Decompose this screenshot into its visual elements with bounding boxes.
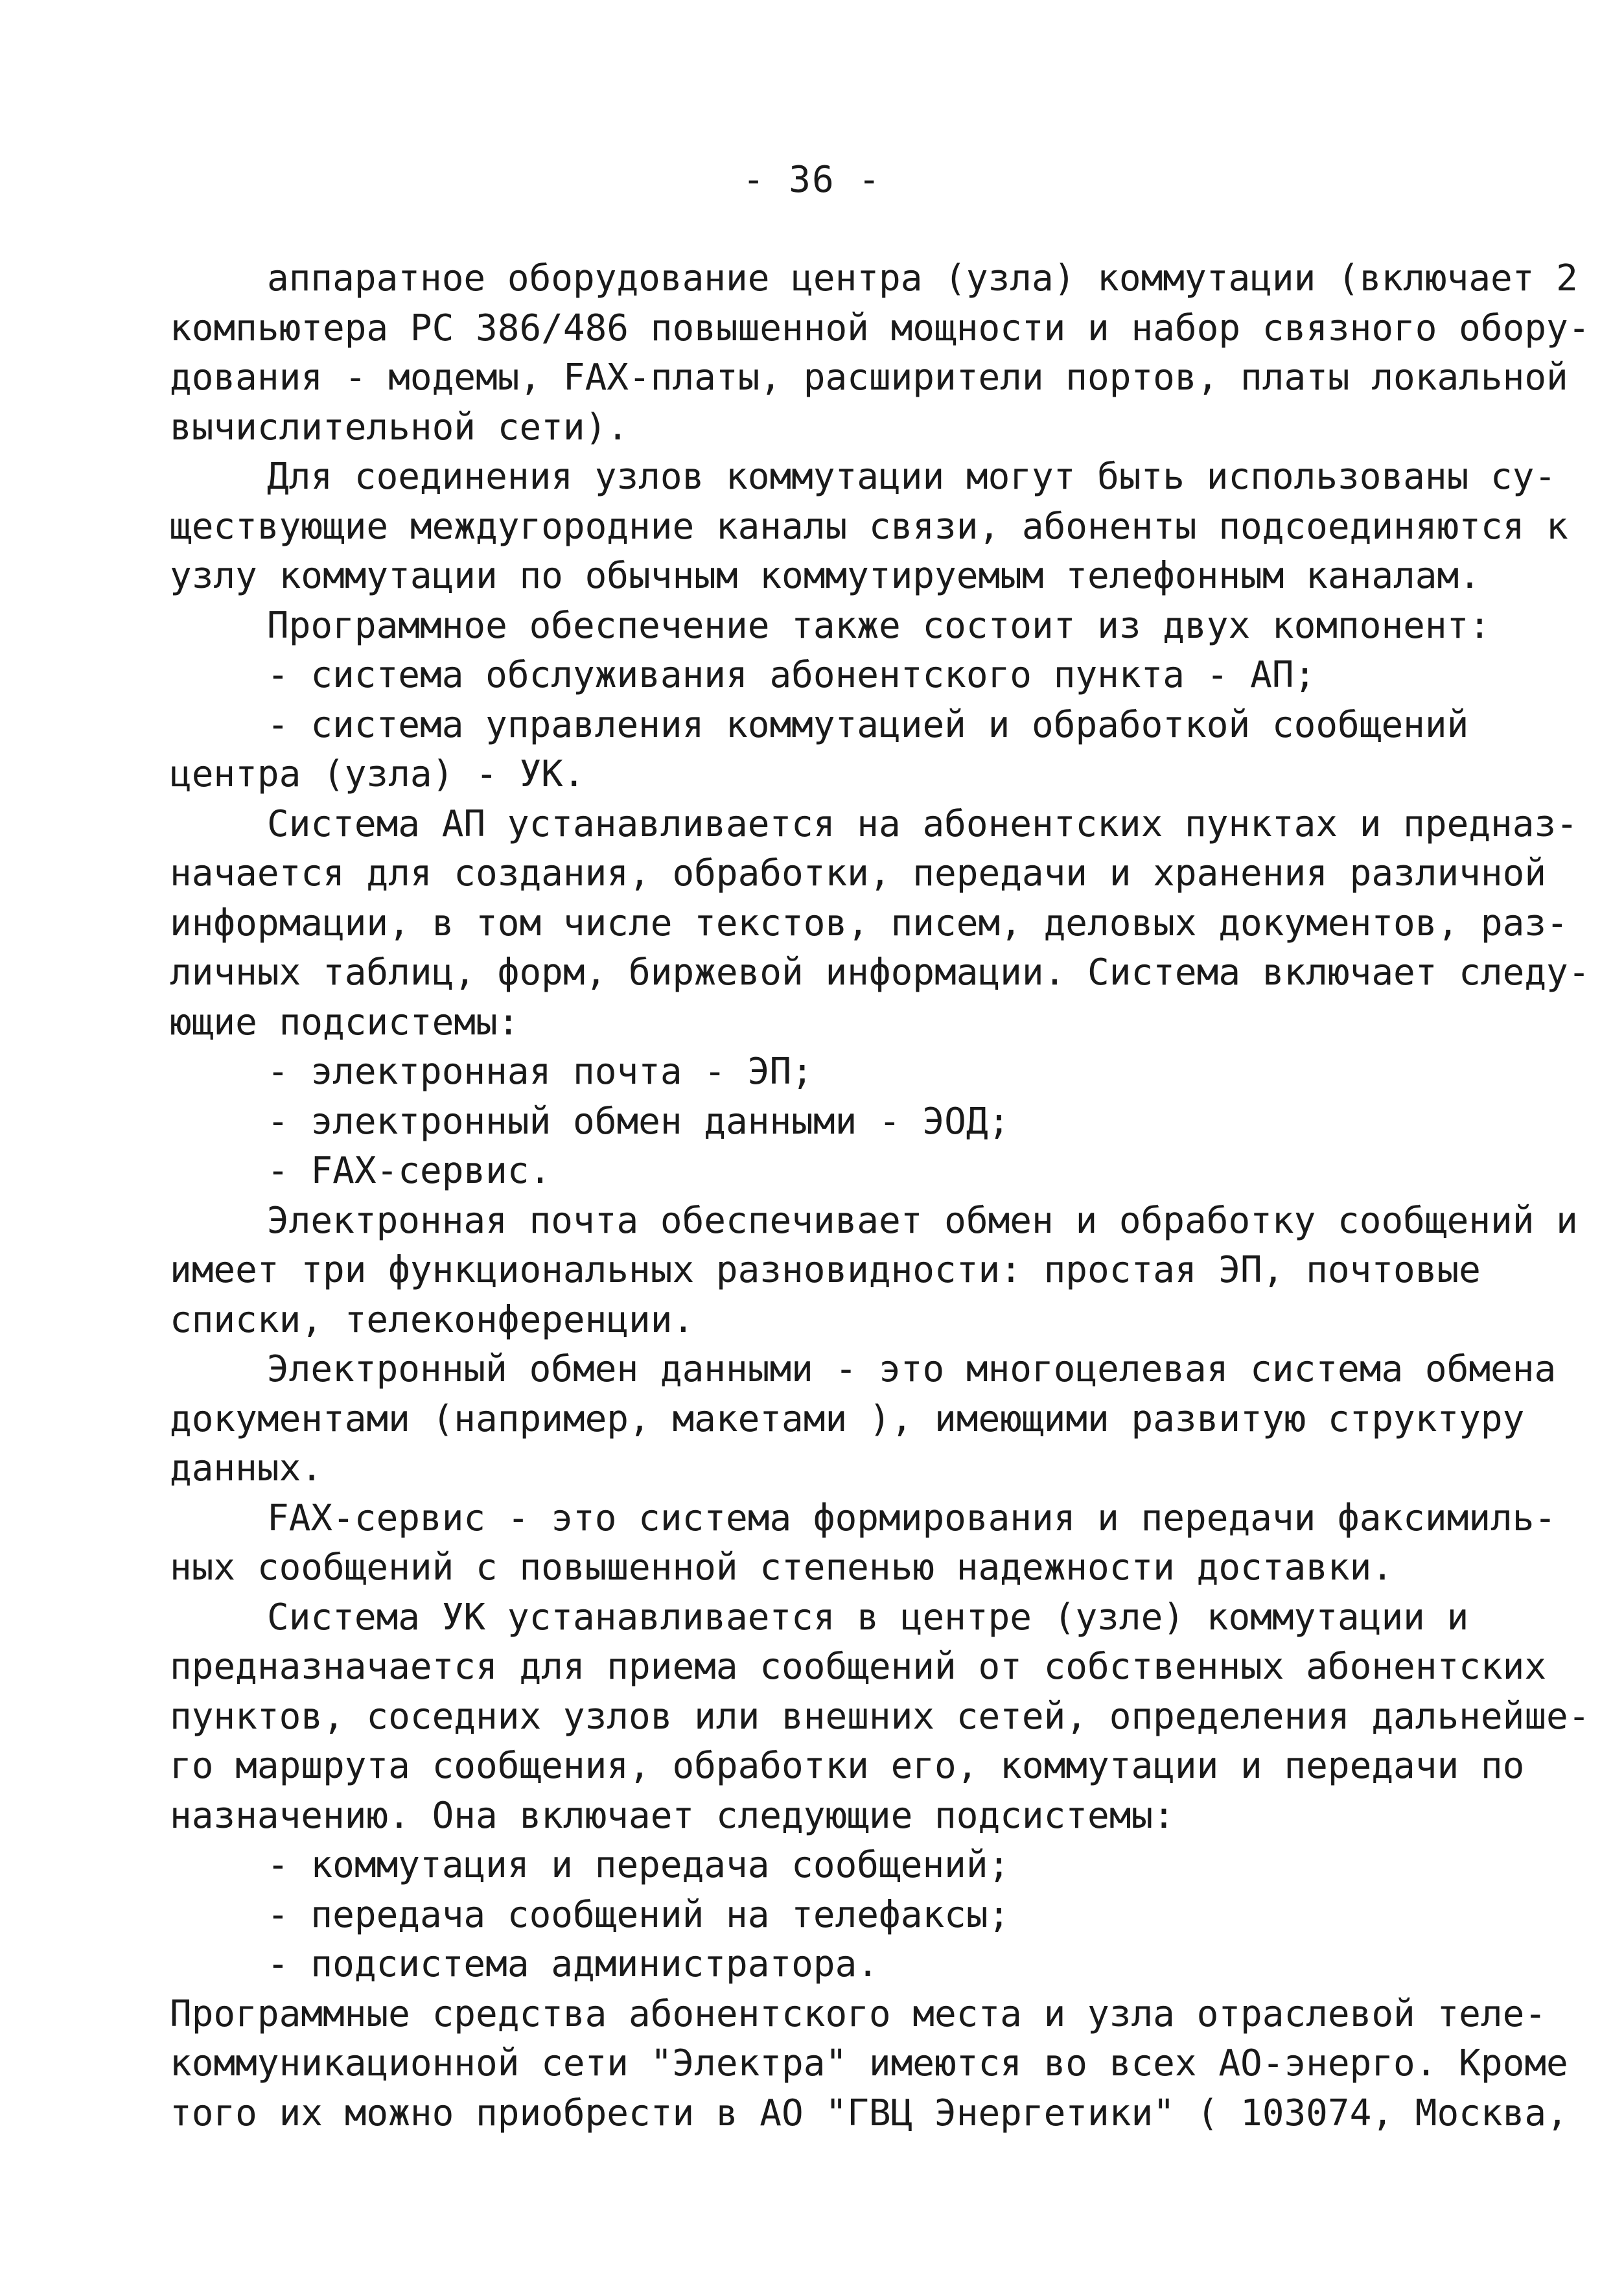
text-line: вычислительной сети).: [170, 406, 629, 449]
page-number: - 36 -: [742, 159, 882, 201]
text-line: списки, телеконференции.: [170, 1298, 695, 1341]
text-line: - система управления коммутацией и обработкой сообщений: [267, 703, 1469, 746]
text-line: данных.: [170, 1447, 323, 1489]
text-line: Для соединения узлов коммутации могут быть использованы су-: [267, 456, 1557, 498]
text-line: - передача сообщений на телефаксы;: [267, 1893, 1010, 1936]
text-line: личных таблиц, форм, биржевой информации. Система включает следу-: [170, 951, 1590, 994]
text-line: Программные средства абонентского места и узла отраслевой теле-: [170, 1992, 1547, 2035]
text-line: Электронная почта обеспечивает обмен и обработку сообщений и: [267, 1199, 1578, 1242]
text-line: того их можно приобрести в АО "ГВЦ Энергетики" ( 103074, Москва,: [170, 2092, 1568, 2134]
text-line: дования - модемы, FAX-платы, расширители портов, платы локальной: [170, 356, 1568, 399]
text-line: - коммутация и передача сообщений;: [267, 1844, 1010, 1886]
text-line: - система обслуживания абонентского пункта - АП;: [267, 654, 1316, 696]
text-line: го маршрута сообщения, обработки его, коммутации и передачи по: [170, 1745, 1525, 1787]
text-line: коммуникационной сети "Электра" имеются во всех АО-энерго. Кроме: [170, 2042, 1568, 2084]
text-line: начается для создания, обработки, передачи и хранения различной: [170, 852, 1547, 894]
text-line: ющие подсистемы:: [170, 1001, 520, 1044]
text-line: предназначается для приема сообщений от собственных абонентских: [170, 1646, 1547, 1688]
text-line: - подсистема администратора.: [267, 1943, 879, 1985]
text-line: назначению. Она включает следующие подсистемы:: [170, 1794, 1175, 1837]
text-line: Программное обеспечение также состоит из двух компонент:: [267, 604, 1491, 647]
body-text: [170, 254, 1590, 2138]
text-line: информации, в том числе текстов, писем, деловых документов, раз-: [170, 902, 1568, 944]
text-line: узлу коммутации по обычным коммутируемым телефонным каналам.: [170, 555, 1481, 597]
text-line: Система УК устанавливается в центре (узле) коммутации и: [267, 1596, 1469, 1639]
text-line: ществующие междугородние каналы связи, абоненты подсоединяются к: [170, 505, 1568, 548]
text-line: - электронный обмен данными - ЭОД;: [267, 1100, 1010, 1143]
text-line: аппаратное оборудование центра (узла) коммутации (включает 2: [267, 257, 1578, 299]
text-line: пунктов, соседних узлов или внешних сетей, определения дальнейше-: [170, 1695, 1590, 1738]
text-line: Система АП устанавливается на абонентских пунктах и предназ-: [267, 802, 1578, 845]
text-line: центра (узла) - УК.: [170, 753, 585, 795]
text-line: компьютера РС 386/486 повышенной мощности и набор связного обору-: [170, 307, 1590, 349]
text-line: имеет три функциональных разновидности: простая ЭП, почтовые: [170, 1249, 1481, 1291]
text-line: ных сообщений с повышенной степенью надежности доставки.: [170, 1546, 1394, 1589]
text-line: - электронная почта - ЭП;: [267, 1051, 813, 1093]
text-line: FAX-сервис - это система формирования и передачи факсимиль-: [267, 1497, 1557, 1539]
text-line: - FAX-сервис.: [267, 1150, 551, 1192]
text-line: Электронный обмен данными - это многоцелевая система обмена: [267, 1348, 1557, 1390]
text-line: документами (например, макетами ), имеющими развитую структуру: [170, 1397, 1525, 1440]
